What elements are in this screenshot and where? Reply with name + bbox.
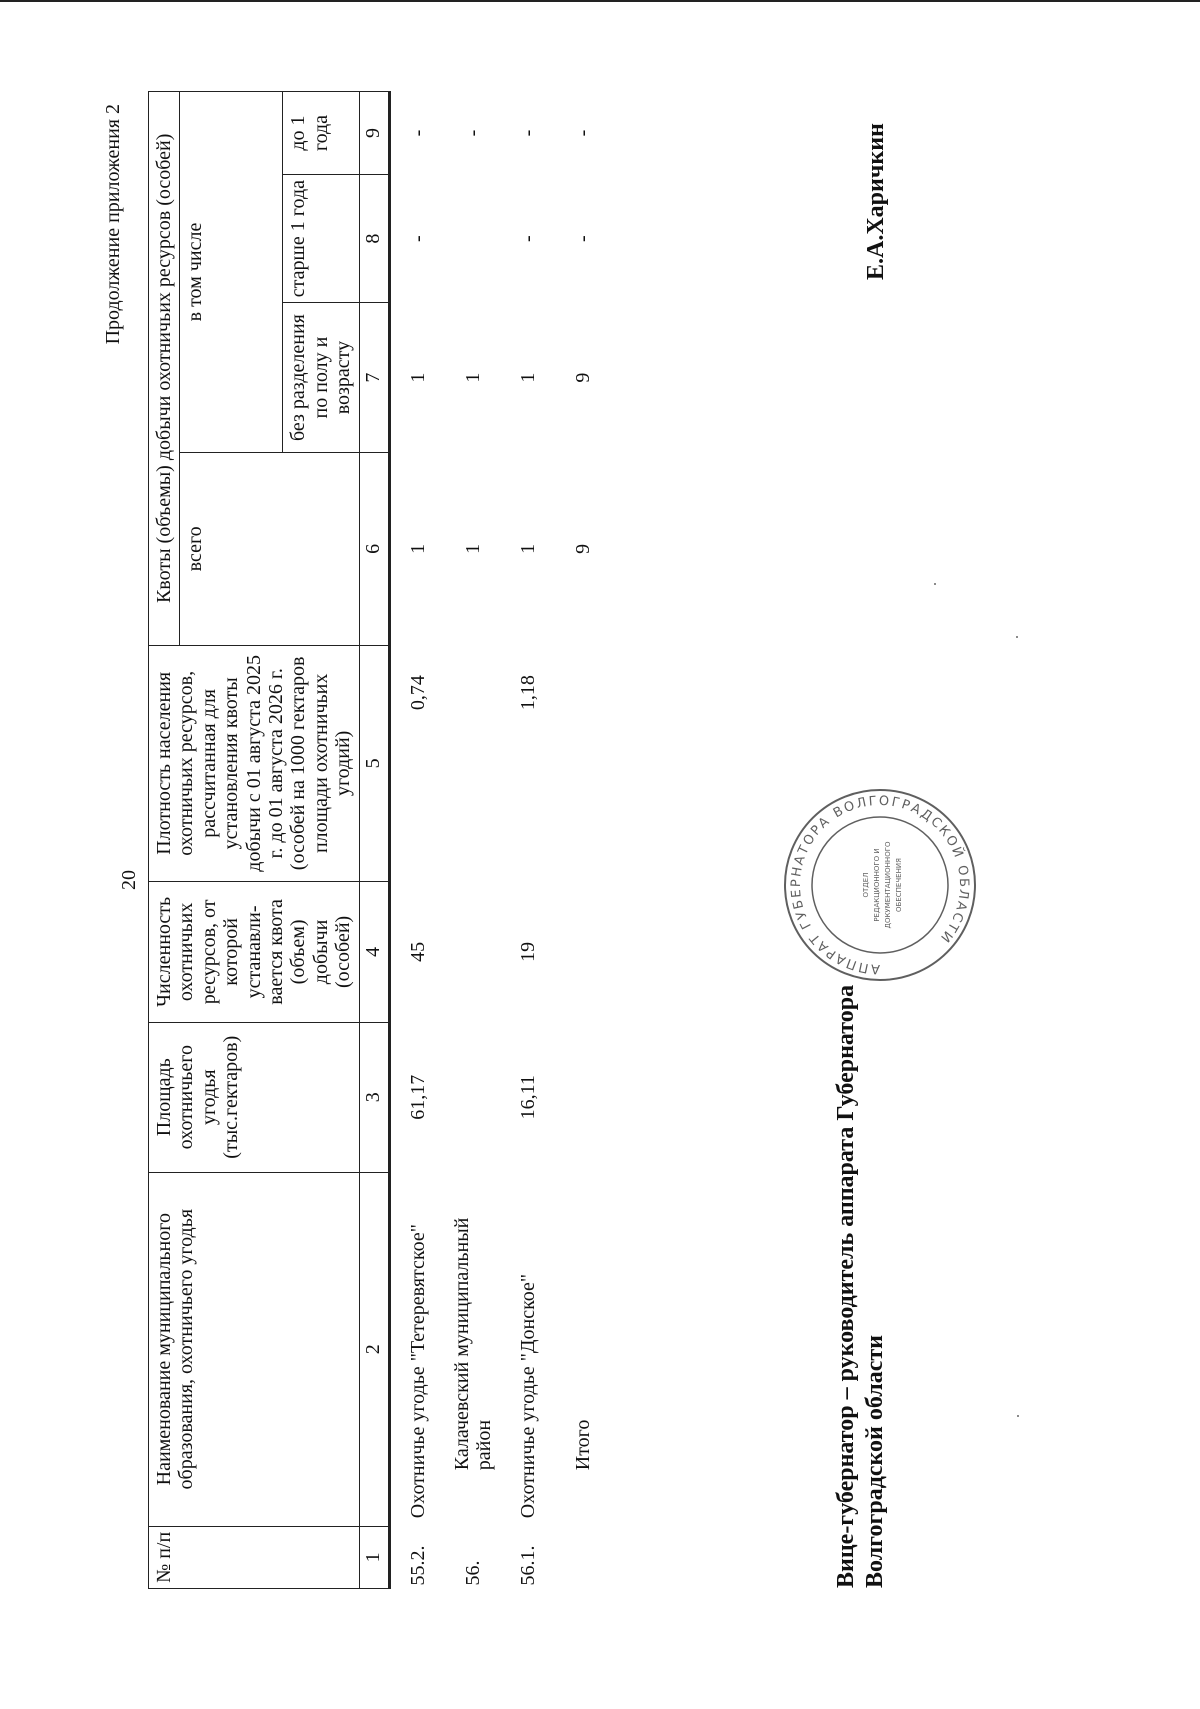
header-under-1y: до 1 года <box>283 92 359 175</box>
header-no-sex-age: без разделения по полу и возрасту <box>283 303 359 453</box>
row-quota-total: 9 <box>571 543 594 554</box>
column-number: 2 <box>359 1172 389 1526</box>
table-row <box>501 92 556 1589</box>
row-name: Калачевский муниципальный район <box>450 1217 496 1471</box>
seal-inner-line-1: ОТДЕЛ <box>862 872 870 898</box>
row-quota-older <box>446 175 501 303</box>
row-area <box>556 1022 611 1172</box>
row-quota-no-sex-age: 1 <box>406 372 429 383</box>
row-quota-no-sex-age: 1 <box>461 372 484 383</box>
row-quota-total: 1 <box>406 543 429 554</box>
row-area <box>446 1022 501 1172</box>
header-total: всего <box>180 453 359 646</box>
row-number <box>556 1526 611 1588</box>
header-area: Площадь охотничьего угодья (тыс.гектаров) <box>149 1022 360 1172</box>
hunting-quota-table <box>148 91 611 1589</box>
header-density: Плотность населения охотничьих ресурсов, рассчитанная для установления квоты добычи с 01 августа 2025 г. до 01 августа 2026 г. (особей на 1000 гектаров площади охотничьих угодий) <box>149 645 360 881</box>
row-number: 56. <box>461 1560 484 1586</box>
row-quota-total: 1 <box>461 543 484 554</box>
header-name: Наименование муниципального образования, охотничьего угодья <box>149 1172 360 1526</box>
column-number: 5 <box>359 645 389 881</box>
scan-speck <box>1017 1415 1019 1417</box>
row-population <box>556 882 611 1023</box>
rotated-content <box>100 90 1140 1590</box>
column-number-row <box>359 92 389 1589</box>
seal-inner-line-3: ДОКУМЕНТАЦИОННОГО <box>884 841 892 929</box>
column-number: 1 <box>359 1526 389 1588</box>
column-number: 4 <box>359 882 389 1023</box>
signatory-title: Вице-губернатор – руководитель аппарата Губернатора Волгоградской области <box>833 984 888 1588</box>
row-quota-older: - <box>516 235 539 242</box>
row-number: 55.2. <box>406 1545 429 1586</box>
row-quota-under: - <box>406 129 429 137</box>
row-quota-older: - <box>571 235 594 242</box>
row-population: 19 <box>516 941 539 962</box>
row-quota-under: - <box>461 129 484 137</box>
row-quota-total: 1 <box>516 543 539 554</box>
row-name: Итого <box>571 1419 594 1471</box>
signatory-name: Е.А.Харичкин <box>863 123 889 280</box>
column-number: 6 <box>359 453 389 646</box>
seal-inner-line-4: ОБЕСПЕЧЕНИЯ <box>895 858 903 912</box>
row-density <box>556 645 611 881</box>
row-name: Охотничье угодье "Донское" <box>516 1273 539 1519</box>
seal-inner-line-2: РЕДАКЦИОННОГО И <box>873 848 881 922</box>
table-row <box>389 92 446 1589</box>
row-quota-under: - <box>516 129 539 137</box>
row-quota-no-sex-age: 1 <box>516 372 539 383</box>
row-area: 61,17 <box>406 1074 429 1120</box>
header-population: Численность охотничьих ресурсов, от которой устанавли- вается квота (объем) добычи (особей) <box>149 882 360 1023</box>
header-quota-group: Квоты (объемы) добычи охотничьих ресурсов (особей) <box>149 92 180 646</box>
column-number: 9 <box>359 92 389 175</box>
row-population <box>446 882 501 1023</box>
table-row-total <box>556 92 611 1589</box>
scan-speck <box>1016 636 1018 638</box>
column-number: 3 <box>359 1022 389 1172</box>
column-number: 8 <box>359 175 389 303</box>
row-number: 56.1. <box>516 1545 539 1586</box>
header-including: в том числе <box>180 92 283 453</box>
page-number: 20 <box>118 870 140 890</box>
row-density: 1,18 <box>516 675 539 711</box>
row-quota-under: - <box>571 129 594 137</box>
header-row-number: № п/п <box>149 1526 360 1588</box>
row-density: 0,74 <box>406 675 429 711</box>
table-row <box>446 92 501 1589</box>
row-quota-older: - <box>406 235 429 242</box>
seal-outer-text: АППАРАТ ГУБЕРНАТОРА ВОЛГОГРАДСКОЙ ОБЛАСТИ <box>788 793 972 977</box>
appendix-continuation-note: Продолжение приложения 2 <box>102 104 124 345</box>
row-quota-no-sex-age: 9 <box>571 372 594 383</box>
row-density <box>446 645 501 881</box>
scan-speck <box>934 583 936 585</box>
row-population: 45 <box>406 941 429 962</box>
scan-top-edge <box>0 0 1200 2</box>
row-name: Охотничье угодье "Тетеревятское" <box>406 1224 429 1519</box>
header-older-1y: старше 1 года <box>283 175 359 303</box>
column-number: 7 <box>359 303 389 453</box>
row-area: 16,11 <box>516 1075 539 1120</box>
